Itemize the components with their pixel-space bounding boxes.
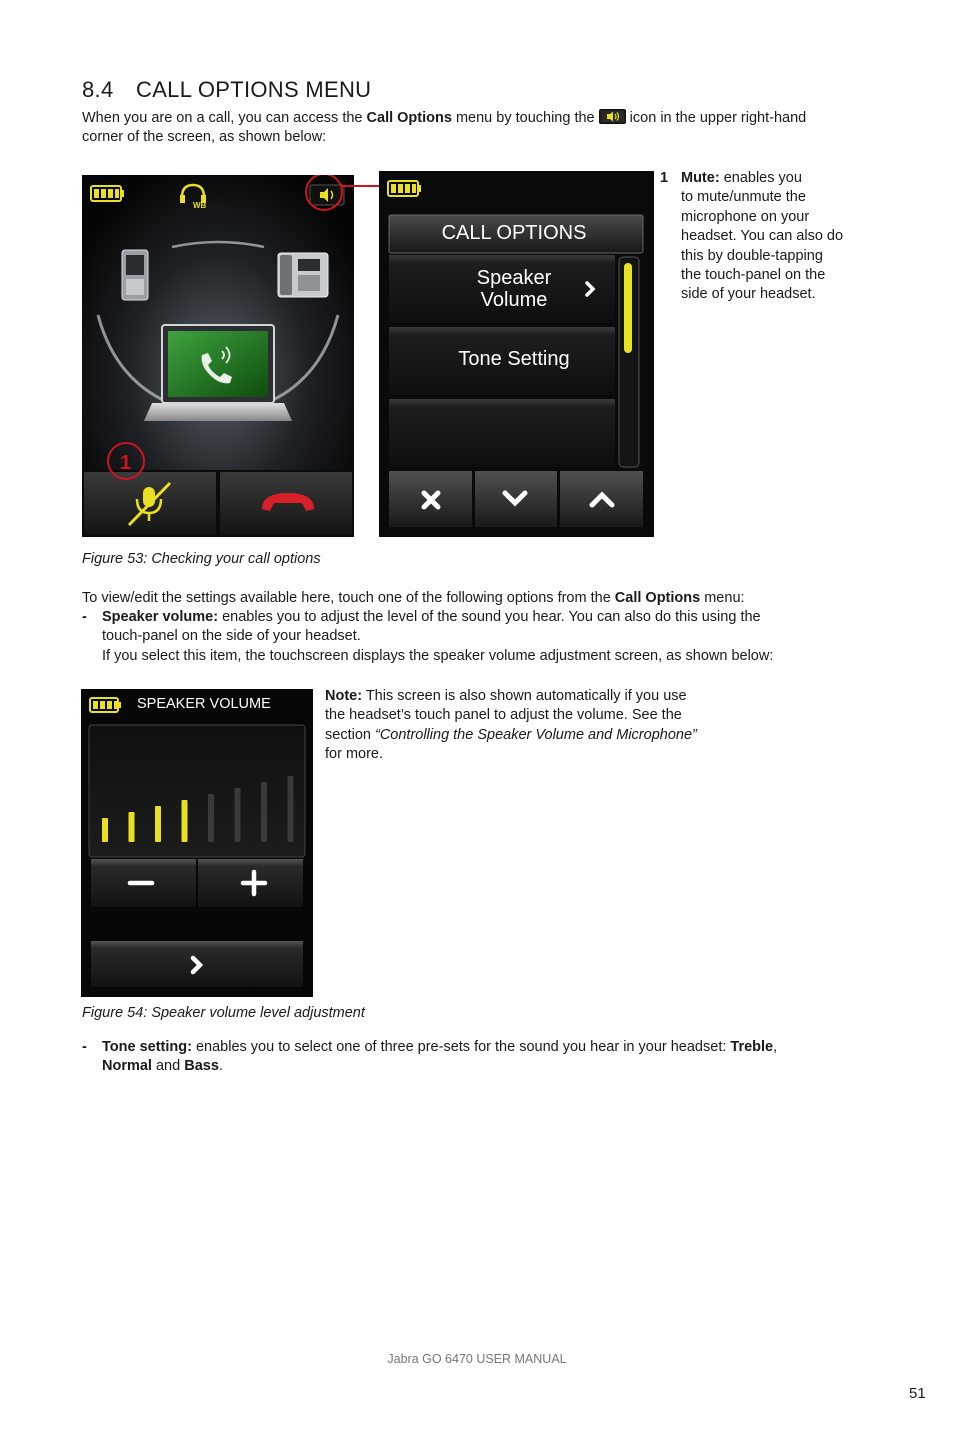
page-number: 51	[909, 1385, 926, 1402]
options-bold: Call Options	[614, 590, 701, 606]
option-label: Speaker	[476, 267, 552, 289]
volume-bar	[208, 794, 214, 842]
bullet-text: ,	[773, 1039, 778, 1055]
mute-text: enables you	[719, 170, 802, 186]
preset-normal: Normal	[102, 1058, 152, 1075]
bullet-text: enables you to adjust the level of the sound you hear. You can also do this using the	[218, 609, 761, 625]
intro-text: menu by touching the	[451, 110, 599, 126]
note-reference: “Controlling the Speaker Volume and Microphone”	[374, 726, 697, 743]
volume-bar	[102, 818, 108, 842]
note-text: for more.	[325, 746, 384, 763]
section-heading	[82, 77, 371, 103]
options-paragraph	[82, 589, 902, 608]
bullet-text: touch-panel on the side of your headset.	[102, 628, 361, 645]
footer-manual-title: Jabra GO 6470 USER MANUAL	[387, 1352, 567, 1366]
option-label: Volume	[480, 289, 548, 311]
preset-treble: Treble	[730, 1039, 774, 1055]
options-text: To view/edit the settings available here, touch one of the following options from the	[82, 590, 615, 606]
tone-setting-option[interactable]: Tone Setting	[458, 348, 570, 370]
mute-text: to mute/unmute the	[681, 189, 806, 206]
bullet-text: If you select this item, the touchscreen displays the speaker volume adjustment screen, as shown below:	[102, 647, 774, 664]
bullet-dash: -	[82, 1039, 87, 1055]
bullet-term: Tone setting:	[102, 1039, 192, 1055]
desk-phone-icon	[278, 253, 328, 297]
volume-bar	[261, 782, 267, 842]
intro-text: When you are on a call, you can access the	[82, 110, 367, 126]
note-text: This screen is also shown automatically if you use	[362, 688, 687, 704]
tone-setting-bullet	[82, 1038, 902, 1077]
mute-term: Mute:	[681, 170, 720, 186]
bullet-dash: -	[82, 609, 87, 625]
mute-note-number: 1	[660, 170, 669, 186]
bullet-term: Speaker volume:	[102, 609, 219, 625]
call-options-screen	[379, 171, 654, 537]
volume-bar	[182, 800, 188, 842]
figure-54-caption: Figure 54: Speaker volume level adjustment	[82, 1005, 365, 1021]
bullet-text: and	[151, 1058, 185, 1075]
call-screen-image	[82, 175, 354, 537]
intro-text: icon in the upper right-hand	[625, 110, 807, 126]
section-title: CALL OPTIONS MENU	[136, 77, 372, 102]
intro-bold: Call Options	[366, 110, 452, 126]
preset-bass: Bass	[184, 1058, 219, 1075]
speaker-volume-screen	[81, 689, 313, 997]
speaker-volume-option[interactable]	[389, 267, 639, 311]
mute-text: the touch-panel on the	[681, 267, 826, 284]
speaker-icon	[599, 109, 626, 124]
mute-text: headset. You can also do	[681, 228, 844, 245]
battery-icon	[388, 181, 421, 196]
end-call-button[interactable]	[220, 472, 352, 535]
volume-bar	[155, 806, 161, 842]
intro-paragraph	[82, 109, 882, 148]
call-options-header: CALL OPTIONS	[441, 222, 587, 244]
bullet-text: enables you to select one of three pre-sets for the sound you hear in your headset:	[191, 1039, 731, 1055]
mute-text: microphone on your	[681, 208, 810, 225]
battery-icon	[90, 698, 121, 712]
options-text: menu:	[700, 590, 745, 606]
note-paragraph	[325, 687, 725, 765]
callout-number: 1	[120, 452, 132, 474]
note-text: section	[325, 726, 375, 743]
figure-53-caption: Figure 53: Checking your call options	[82, 551, 321, 567]
wb-label: WB	[193, 201, 207, 210]
mute-text: this by double-tapping	[681, 247, 823, 264]
mute-text: side of your headset.	[681, 286, 816, 303]
note-text: the headset’s touch panel to adjust the volume. See the	[325, 707, 682, 724]
note-term: Note:	[325, 688, 363, 704]
volume-bar	[129, 812, 135, 842]
speaker-volume-header: SPEAKER VOLUME	[137, 696, 271, 712]
mobile-phone-icon	[122, 250, 148, 300]
intro-text: corner of the screen, as shown below:	[82, 129, 327, 146]
volume-bar	[288, 776, 294, 842]
laptop-icon	[144, 325, 292, 421]
speaker-volume-bullet	[82, 608, 902, 666]
volume-bar	[235, 788, 241, 842]
section-number: 8.4	[82, 77, 114, 102]
bullet-text: .	[218, 1058, 223, 1075]
